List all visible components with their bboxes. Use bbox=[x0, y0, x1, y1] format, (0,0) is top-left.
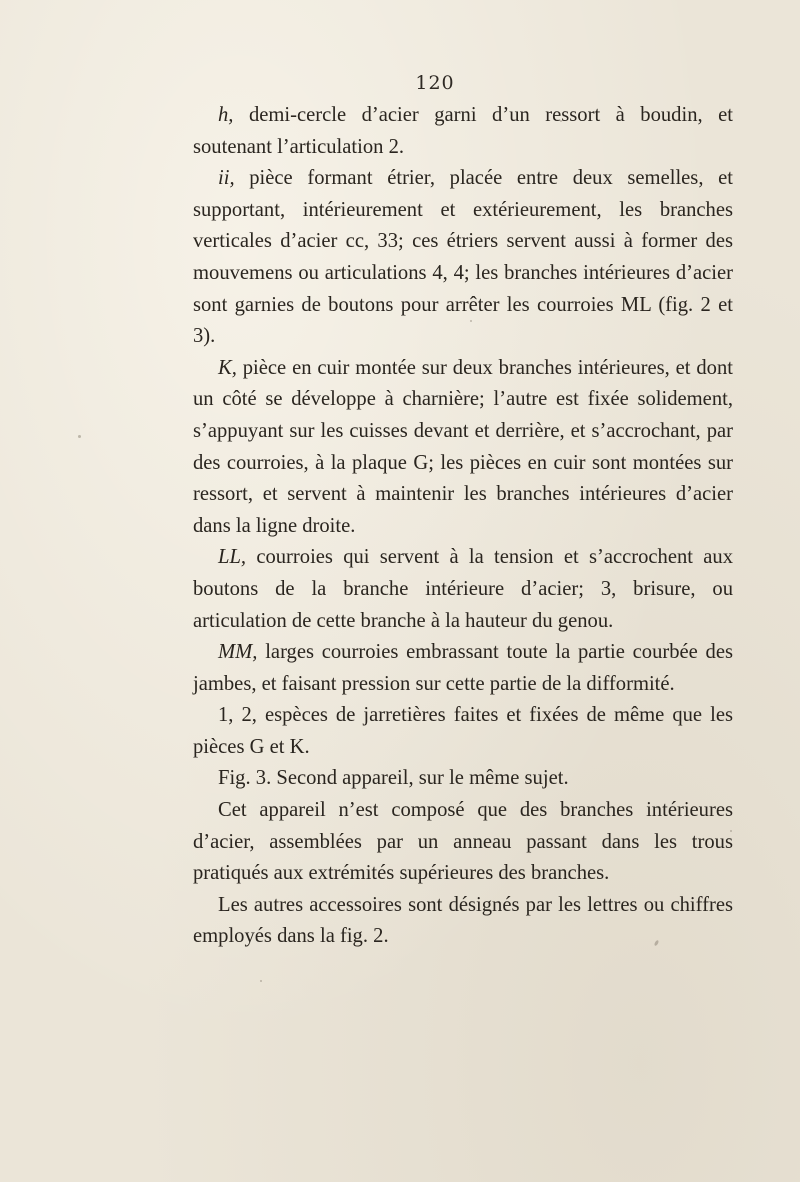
paragraph-text: Les autres accessoires sont désignés par les lettres ou chiffres employés dans la fig. 2. bbox=[193, 893, 733, 948]
paragraph-text: pièce en cuir montée sur deux branches intérieures, et dont un côté se développe à charnière; l’autre est fixée solidement, s’appuyant sur les cuisses devant et derrière, et s’accrochant, par des courroies, à la plaque G; les pièces en cuir sont montées sur ressort, et servent à maintenir les branches intérieures d’acier dans la ligne droite. bbox=[193, 356, 733, 537]
paragraph-label: LL, bbox=[218, 546, 247, 569]
paragraph-text: demi-cercle d’acier garni d’un ressort à boudin, et soutenant l’articulation 2. bbox=[193, 104, 733, 158]
paragraph-appareil bbox=[193, 795, 733, 890]
paragraph-fig3-heading bbox=[193, 763, 733, 795]
page-number: 120 bbox=[415, 72, 455, 94]
paragraph-accessoires bbox=[193, 890, 733, 953]
paragraph-ll bbox=[193, 542, 733, 637]
paragraph-label: K, bbox=[218, 356, 237, 379]
paragraph-text: 1, 2, espèces de jarretières faites et fixées de même que les pièces G et K. bbox=[193, 704, 733, 758]
paragraph-label: MM, bbox=[218, 641, 258, 664]
paragraph-ii bbox=[193, 163, 733, 353]
paragraph-jarretieres bbox=[193, 700, 733, 763]
paragraph-text: larges courroies embrassant toute la partie courbée des jambes, et faisant pression sur cette partie de la difformité. bbox=[193, 641, 733, 695]
paragraph-mm bbox=[193, 637, 733, 700]
paragraph-h bbox=[193, 100, 733, 163]
body-text bbox=[193, 100, 733, 953]
paragraph-label: h, bbox=[218, 104, 234, 126]
paragraph-text: pièce formant étrier, placée entre deux semelles, et supportant, intérieurement et extérieurement, les branches verticales d’acier cc, 33; ces étriers servent aussi à former des mouvemens ou articulations 4, 4; les branches intérieures d’acier sont garnies de boutons pour arrêter les courroies ML (fig. 2 et 3). bbox=[193, 167, 733, 348]
paragraph-text: Cet appareil n’est composé que des branches intérieures d’acier, assemblées par un anneau passant dans les trous pratiqués aux extrémités supérieures des branches. bbox=[193, 799, 733, 885]
paragraph-k bbox=[193, 353, 733, 543]
paragraph-text: courroies qui servent à la tension et s’accrochent aux boutons de la branche intérieure d’acier; 3, brisure, ou articulation de cette branche à la hauteur du genou. bbox=[193, 546, 733, 632]
paragraph-text: Fig. 3. Second appareil, sur le même sujet. bbox=[218, 767, 569, 790]
paragraph-label: ii, bbox=[218, 167, 235, 190]
